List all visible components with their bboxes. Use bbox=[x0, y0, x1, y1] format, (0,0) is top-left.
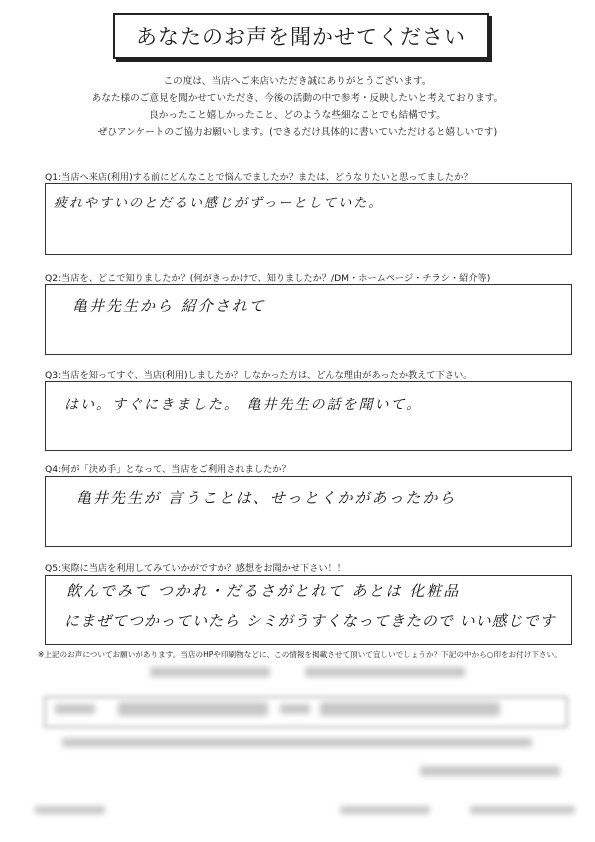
redacted-footer-left bbox=[35, 806, 105, 814]
intro-line: 良かったこと嬉しかったこと、どのような些細なことでも結構です。 bbox=[149, 110, 446, 121]
answer-2-text: 亀井先生から 紹介されて bbox=[72, 297, 266, 315]
redacted-shop-name bbox=[420, 766, 560, 776]
answer-5-line-1: 飲んでみて つかれ・だるさがとれて あとは 化粧品 bbox=[66, 582, 461, 600]
intro-line: あなた様のご意見を聞かせていただき、今後の活動の中で参考・反映したいと考えております。 bbox=[91, 93, 504, 104]
footer-note: ※上記のお声についてお願いがあります。当店のHPや印刷物などに、この情報を掲載させて頂いて宜しいでしょうか？下記の中から○印をお付け下さい。 bbox=[38, 650, 562, 659]
answer-5-box[interactable] bbox=[45, 575, 572, 645]
answer-5-line-2: にまぜてつかっていたら シミがうすくなってきたので いい感じです bbox=[64, 612, 556, 630]
answer-4-box[interactable] bbox=[45, 476, 572, 547]
redacted-name bbox=[118, 702, 268, 716]
question-2-label: Q2:当店を、どこで知りましたか？(何がきっかけで、知りましたか？/DM・ホームページ・チラシ・紹介等) bbox=[45, 273, 491, 284]
intro-line: ぜひアンケートのご協力お願いします。(できるだけ具体的に書いていただけると嬉しいです) bbox=[97, 127, 498, 138]
answer-3-text: はい。すぐにきました。 亀井先生の話を聞いて。 bbox=[64, 397, 423, 413]
answer-3-box[interactable] bbox=[45, 381, 572, 451]
question-3-label: Q3:当店を知ってすぐ、当店(利用)しましたか？しなかった方は、どんな理由があったか教えて下さい。 bbox=[45, 370, 473, 381]
intro-line: この度は、当店へご来店いただき誠にありがとうございます。 bbox=[163, 76, 432, 87]
answer-1-text: 疲れやすいのとだるい感じがずっーとしていた。 bbox=[54, 196, 384, 211]
answer-1-box[interactable] bbox=[45, 183, 572, 255]
question-1-label: Q1:当店へ来店(利用)する前にどんなことで悩んでましたか？または、どうなりたいと思ってましたか？ bbox=[45, 172, 473, 183]
question-4-label: Q4:何が「決め手」となって、当店をご利用されましたか？ bbox=[45, 464, 291, 475]
intro-text bbox=[20, 73, 575, 141]
redacted-field-label bbox=[55, 704, 95, 714]
redacted-field-label bbox=[280, 704, 310, 714]
page-title: あなたのお声を聞かせてください bbox=[113, 13, 489, 59]
redacted-thanks-line bbox=[62, 738, 532, 747]
answer-4-text: 亀井先生が 言うことは、せっとくかがあったから bbox=[76, 489, 457, 507]
redacted-footer-right bbox=[470, 806, 575, 814]
redacted-option-2 bbox=[305, 667, 465, 677]
question-5-label: Q5:実際に当店を利用してみていかがですか？感想をお聞かせ下さい！！ bbox=[45, 563, 346, 574]
redacted-option-1 bbox=[150, 667, 270, 677]
answer-2-box[interactable] bbox=[45, 284, 572, 355]
redacted-address bbox=[320, 702, 500, 716]
redacted-footer-mid bbox=[340, 806, 430, 814]
